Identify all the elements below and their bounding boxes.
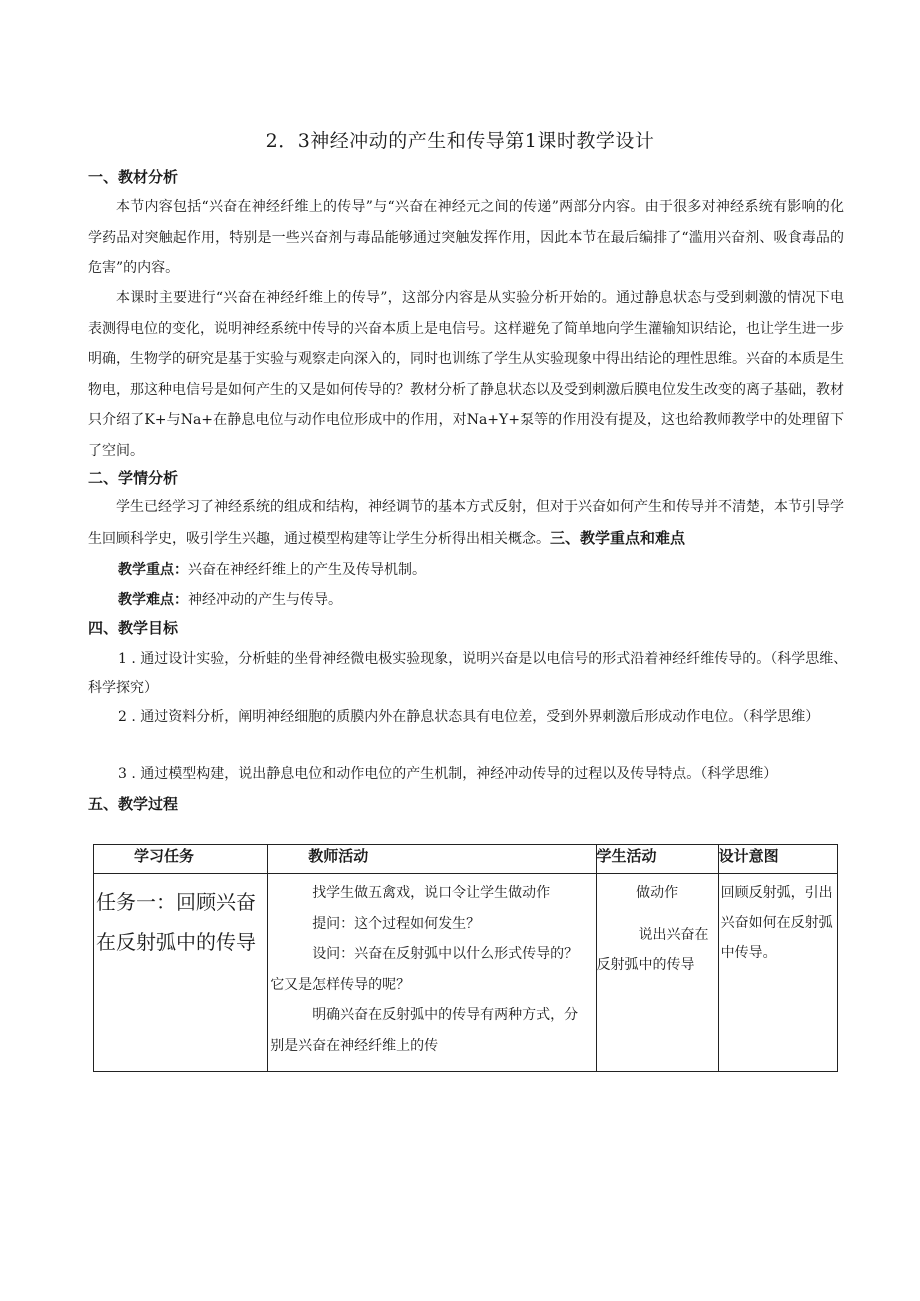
objective-item: 2 . 通过资料分析，阐明神经细胞的质膜内外在静息状态具有电位差，受到外界刺激后形成动作电位。（科学思维） bbox=[118, 709, 820, 725]
difficulty-line bbox=[118, 589, 342, 609]
student-activity-line: 做动作 bbox=[636, 885, 679, 901]
table-row bbox=[94, 874, 838, 1072]
teaching-process-table bbox=[93, 844, 838, 1072]
teacher-activity-line: 明确兴奋在反射弧中的传导有两种方式，分别是兴奋在神经纤维上的传 bbox=[270, 1007, 579, 1054]
section-heading-key-points: 三、教学重点和难点 bbox=[550, 528, 686, 547]
student-activity-line: 说出兴奋在反射弧中的传导 bbox=[596, 927, 709, 973]
column-header: 设计意图 bbox=[718, 845, 837, 874]
document-title: 2．3神经冲动的产生和传导第1课时教学设计 bbox=[265, 130, 655, 152]
difficulty-label: 教学难点： bbox=[118, 592, 188, 608]
column-header: 学生活动 bbox=[596, 845, 718, 874]
key-point-text: 兴奋在神经纤维上的产生及传导机制。 bbox=[188, 562, 426, 578]
paragraph: 本课时主要进行“兴奋在神经纤维上的传导”，这部分内容是从实验分析开始的。通过静息状态与受到刺激的情况下电表测得电位的变化，说明神经系统中传导的兴奋本质上是电信号。这样避免了简单地向学生灌输知识结论，也让学生进一步明确，生物学的研究是基于实验与观察走向深入的，同时也训练了学生从实验现象中得出结论的理性思维。兴奋的本质是生物电，那这种电信号是如何产生的又是如何传导的？教材分析了静息状态以及受到刺激后膜电位发生改变的离子基础，教材只介绍了K+与Na+在静息电位与动作电位形成中的作用，对Na+Y+泵等的作用没有提及，这也给教师教学中的处理留下了空间。 bbox=[88, 290, 844, 459]
design-intent-cell: 回顾反射弧，引出兴奋如何在反射弧中传导。 bbox=[718, 874, 837, 1072]
student-activity-cell bbox=[596, 874, 718, 1072]
section-heading-objectives: 四、教学目标 bbox=[88, 619, 179, 637]
paragraph: 本节内容包括“兴奋在神经纤维上的传导”与“兴奋在神经元之间的传递”两部分内容。由于很多对神经系统有影响的化学药品对突触起作用，特别是一些兴奋剂与毒品能够通过突触发挥作用，因此本节在最后编排了“滥用兴奋剂、吸食毒品的危害”的内容。 bbox=[88, 199, 844, 276]
task-cell: 任务一：回顾兴奋在反射弧中的传导 bbox=[94, 874, 268, 1072]
column-header: 学习任务 bbox=[94, 845, 268, 874]
teacher-activity-line: 提问：这个过程如何发生？ bbox=[312, 915, 481, 932]
paragraph-text: 学生已经学习了神经系统的组成和结构，神经调节的基本方式反射，但对于兴奋如何产生和传导并不清楚，本节引导学生回顾科学史，吸引学生兴趣，通过模型构建等让学生分析得出相关概念。 bbox=[88, 499, 844, 547]
key-point-line bbox=[118, 559, 426, 579]
key-point-label: 教学重点： bbox=[118, 562, 188, 578]
objective-item: 3 . 通过模型构建，说出静息电位和动作电位的产生机制，神经冲动传导的过程以及传导特点。（科学思维） bbox=[118, 766, 778, 782]
section-heading-student-analysis: 二、学情分析 bbox=[88, 469, 179, 487]
section-heading-textbook-analysis: 一、教材分析 bbox=[88, 168, 179, 186]
teacher-activity-line: 设问：兴奋在反射弧中以什么形式传导的？它又是怎样传导的呢？ bbox=[270, 946, 579, 993]
objective-item: 1 . 通过设计实验，分析蛙的坐骨神经微电极实验现象，说明兴奋是以电信号的形式沿着神经纤维传导的。（科学思维、科学探究） bbox=[88, 651, 848, 696]
teacher-activity-line: 找学生做五禽戏，说口令让学生做动作 bbox=[312, 885, 551, 901]
teacher-activity-cell bbox=[268, 874, 596, 1072]
column-header: 教师活动 bbox=[268, 845, 596, 874]
section-heading-process: 五、教学过程 bbox=[88, 795, 179, 813]
paragraph bbox=[88, 492, 844, 554]
difficulty-text: 神经冲动的产生与传导。 bbox=[188, 592, 342, 608]
table-header-row bbox=[94, 845, 838, 874]
